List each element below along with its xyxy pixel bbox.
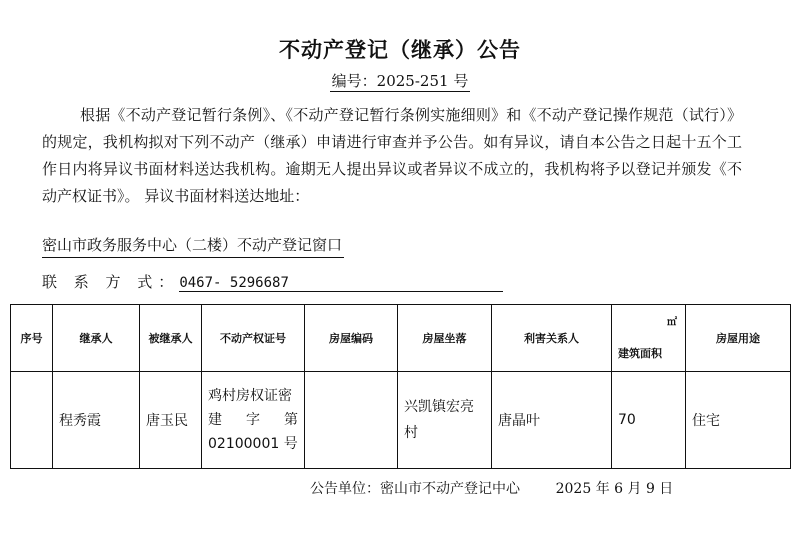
notice-number bbox=[0, 70, 800, 91]
header-location: 房屋坐落 bbox=[398, 305, 492, 372]
cert-line-2 bbox=[208, 408, 304, 432]
location-line-2: 村 bbox=[404, 425, 418, 441]
notice-footer bbox=[310, 478, 673, 498]
cell-decedent: 唐玉民 bbox=[140, 372, 202, 469]
cell-heir: 程秀霞 bbox=[53, 372, 140, 469]
contact-label: 联 系 方 式： bbox=[42, 273, 180, 291]
cert-char: 建 bbox=[208, 412, 222, 428]
cert-line-1: 鸡村房权证密 bbox=[208, 388, 292, 404]
notice-table bbox=[10, 304, 791, 469]
header-house-code: 房屋编码 bbox=[305, 305, 398, 372]
header-area bbox=[612, 305, 686, 372]
header-use: 房屋用途 bbox=[686, 305, 791, 372]
cell-stakeholder: 唐晶叶 bbox=[492, 372, 612, 469]
contact-phone: 0467- 5296687 bbox=[179, 275, 503, 292]
header-stakeholder: 利害关系人 bbox=[492, 305, 612, 372]
header-cert-number: 不动产权证号 bbox=[202, 305, 305, 372]
cell-location bbox=[398, 372, 492, 469]
issuing-unit: 公告单位：密山市不动产登记中心 bbox=[310, 481, 520, 497]
cert-line-3: 02100001 号 bbox=[208, 436, 298, 452]
cell-house-code bbox=[305, 372, 398, 469]
contact-line bbox=[42, 271, 503, 292]
notice-date: 2025 年 6 月 9 日 bbox=[555, 481, 674, 497]
location-line-1: 兴凯镇宏亮 bbox=[404, 399, 474, 415]
table-row bbox=[11, 372, 791, 469]
notice-body: 根据《不动产登记暂行条例》、《不动产登记暂行条例实施细则》和《不动产登记操作规范（试行）》的规定，我机构拟对下列不动产（继承）申请进行审查并予公告。如有异议，请自本公告之日起十五个工作日内将异议书面材料送达我机构。逾期无人提出异议或者异议不成立的，我机构将予以登记并颁发《不动产权证书》。 异议书面材料送达地址： bbox=[42, 106, 742, 205]
cell-use: 住宅 bbox=[686, 372, 791, 469]
header-area-unit: ㎡ bbox=[667, 317, 677, 328]
notice-title: 不动产登记（继承）公告 bbox=[279, 37, 521, 62]
table-header-row bbox=[11, 305, 791, 372]
header-index: 序号 bbox=[11, 305, 53, 372]
cert-char: 第 bbox=[284, 412, 298, 428]
objection-address: 密山市政务服务中心（二楼）不动产登记窗口 bbox=[42, 234, 344, 258]
cell-cert-number bbox=[202, 372, 305, 469]
cert-char: 字 bbox=[246, 412, 260, 428]
cell-index bbox=[11, 372, 53, 469]
header-decedent: 被继承人 bbox=[140, 305, 202, 372]
cell-area: 70 bbox=[612, 372, 686, 469]
header-heir: 继承人 bbox=[53, 305, 140, 372]
header-area-label: 建筑面积 bbox=[618, 347, 662, 360]
notice-number-text: 编号：2025-251 号 bbox=[331, 72, 469, 90]
